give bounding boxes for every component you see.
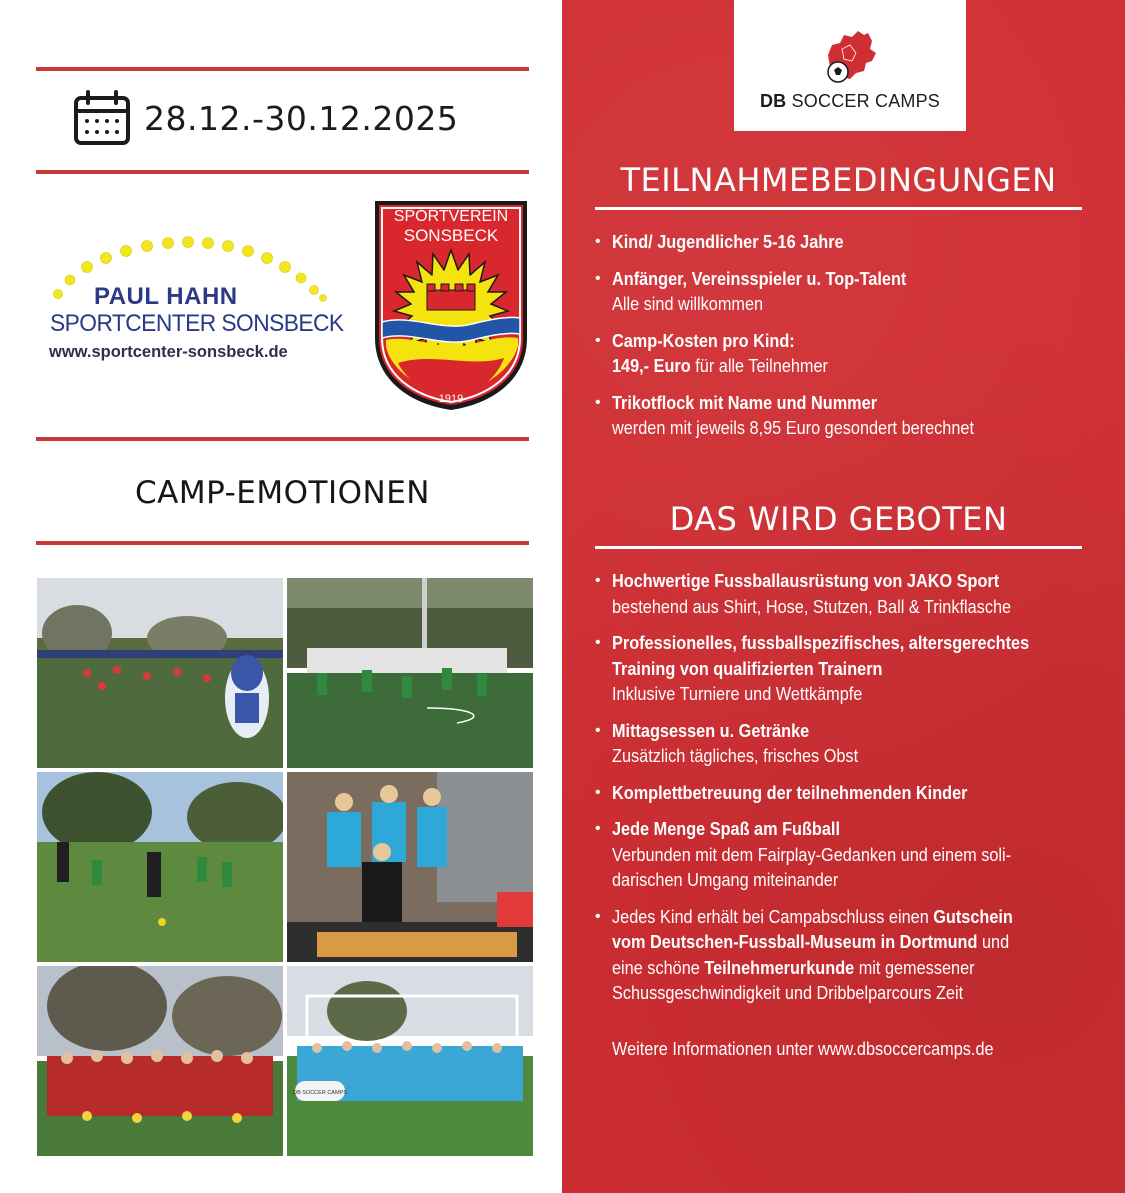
list-item: • Hochwertige Fussballausrüstung von JAKO Sport bestehend aus Shirt, Hose, Stutzen, Ball & Trinkflasche [592, 568, 1092, 619]
list-item: • Komplettbetreuung der teilnehmenden Kinder [592, 780, 1092, 806]
gallery-photo [287, 966, 533, 1156]
list-item: • Jede Menge Spaß am Fußball Verbunden mit dem Fairplay-Gedanken und einem soli- darischen Umgang miteinander [592, 816, 1092, 893]
list-item: • Mittagsessen u. Getränke Zusätzlich tägliches, frisches Obst [592, 718, 1092, 769]
club-name-line2: SONSBECK [403, 226, 499, 245]
list-item: • Trikotflock mit Name und Nummer werden mit jeweils 8,95 Euro gesondert berechnet [592, 390, 1092, 441]
divider [36, 541, 529, 545]
event-date-row [74, 90, 458, 146]
list-item: • Professionelles, fussballspezifisches, altersgerechtes Training von qualifizierten Trainern Inklusive Turniere und Wettkämpfe [592, 630, 1092, 707]
divider [36, 437, 529, 441]
photo-gallery [37, 578, 533, 1158]
list-item: • Camp-Kosten pro Kind: 149,- Euro für alle Teilnehmer [592, 328, 1092, 379]
list-item: • Anfänger, Vereinsspieler u. Top-Talent Alle sind willkommen [592, 266, 1092, 317]
gallery-photo [37, 578, 283, 768]
event-date: 28.12.-30.12.2025 [144, 98, 459, 138]
gallery-photo [287, 578, 533, 768]
gallery-title: CAMP-EMOTIONEN [135, 475, 430, 511]
divider [36, 67, 529, 71]
conditions-heading: TEILNAHMEBEDINGUNGEN [620, 161, 1057, 199]
gallery-photo [287, 772, 533, 962]
sponsor-name: PAUL HAHN [94, 283, 238, 310]
gallery-photo [37, 966, 283, 1156]
gallery-photo [37, 772, 283, 962]
sponsor-logo [46, 236, 344, 366]
offers-list [592, 568, 1092, 1017]
offers-heading: DAS WIRD GEBOTEN [669, 500, 1008, 538]
divider [595, 546, 1082, 549]
calendar-icon [74, 90, 130, 146]
club-crest [372, 198, 530, 412]
sponsor-url: www.sportcenter-sonsbeck.de [49, 343, 288, 361]
more-info-text: Weitere Informationen unter www.dbsoccercamps.de [612, 1038, 994, 1059]
divider [36, 170, 529, 174]
club-year: 1919 [438, 393, 464, 405]
club-name-line1: SPORTVEREIN [393, 208, 509, 225]
list-item: • Jedes Kind erhält bei Campabschluss einen Gutschein vom Deutschen-Fussball-Museum in Dortmund und eine schöne Teilnehmerurkunde mit gemessener Schussgeschwindigkeit und Dribbelparcours Zeit [592, 904, 1092, 1006]
conditions-list [592, 229, 1092, 452]
right-column [562, 0, 1125, 1193]
list-item: • Kind/ Jugendlicher 5-16 Jahre [592, 229, 1092, 255]
left-column [0, 0, 562, 1193]
divider [595, 207, 1082, 210]
brand-name: DB SOCCER CAMPS [759, 91, 941, 111]
photo-banner-text: DB SOCCER CAMPS [293, 1090, 347, 1096]
sponsor-subtitle: SPORTCENTER SONSBECK [50, 310, 344, 337]
brand-logo [734, 0, 966, 131]
nrw-map-ball-icon [820, 27, 880, 87]
